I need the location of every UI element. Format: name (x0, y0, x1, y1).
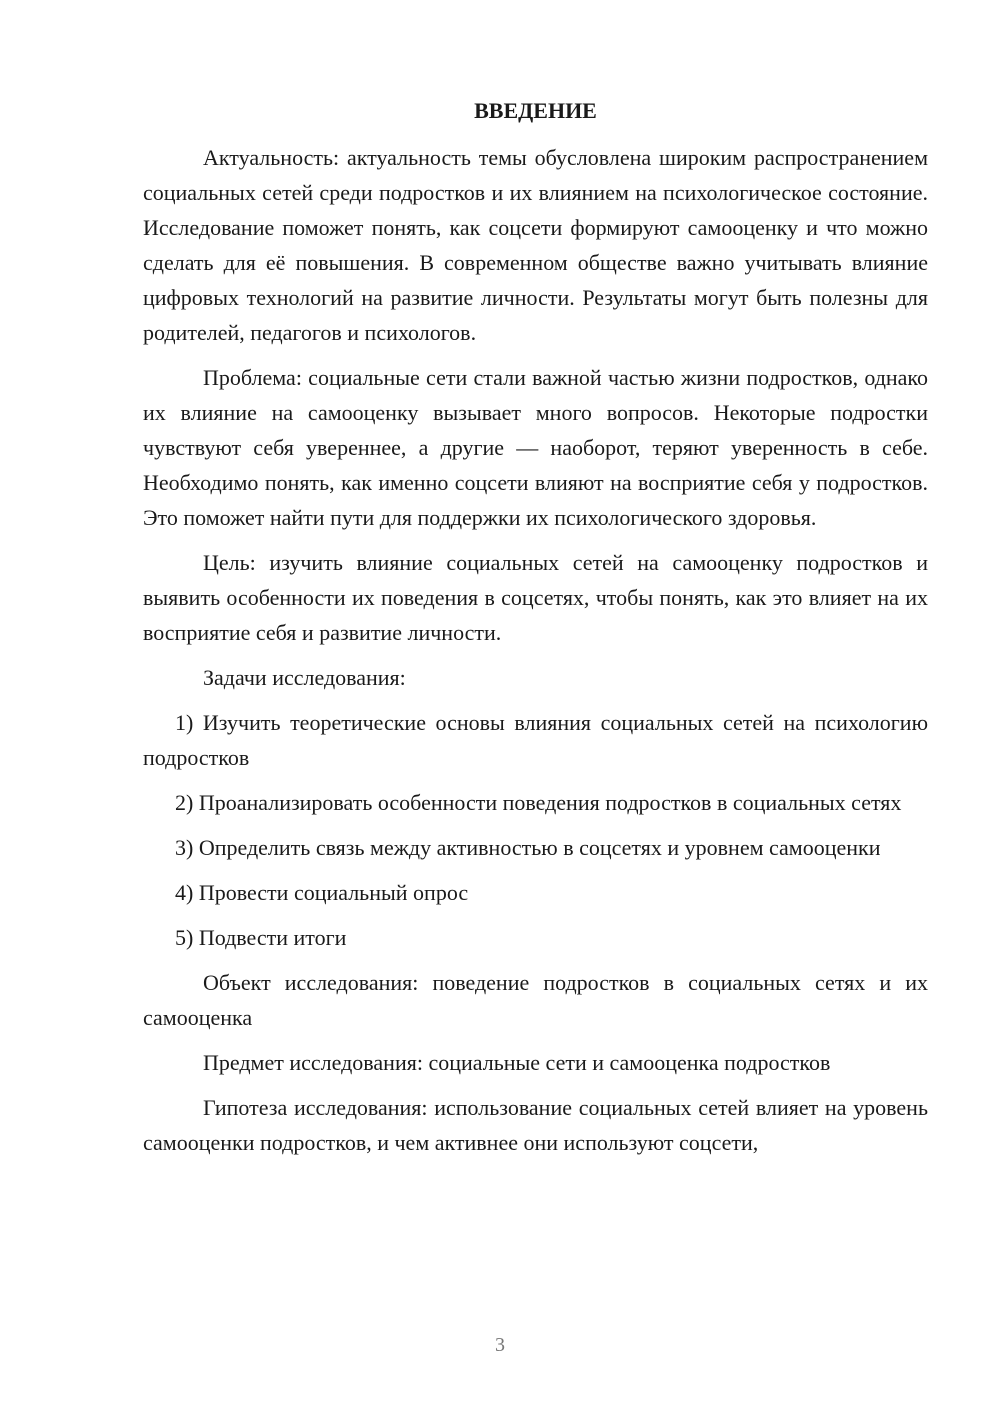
task-item-1: 1) Изучить теоретические основы влияния социальных сетей на психологию подростков (143, 710, 928, 770)
problem-paragraph: Проблема: социальные сети стали важной частью жизни подростков, однако их влияние на самооценку вызывает много вопросов. Некоторые подростки чувствуют себя увереннее, а другие — наоборот, теряют уверенность в себе. Необходимо понять, как именно соцсети влияют на восприятие себя у подростков. Это поможет найти пути для поддержки их психологического здоровья. (143, 365, 928, 530)
document-page (143, 96, 928, 1170)
task-item-2: 2) Проанализировать особенности поведения подростков в социальных сетях (175, 790, 902, 815)
goal-paragraph: Цель: изучить влияние социальных сетей на самооценку подростков и выявить особенности их поведения в соцсетях, чтобы понять, как это влияет на их восприятие себя и развитие личности. (143, 550, 928, 645)
object-paragraph: Объект исследования: поведение подростков в социальных сетях и их самооценка (143, 970, 928, 1030)
section-title: ВВЕДЕНИЕ (474, 98, 597, 123)
relevance-paragraph: Актуальность: актуальность темы обусловлена широким распространением социальных сетей среди подростков и их влиянием на психологическое состояние. Исследование поможет понять, как соцсети формируют самооценку и что можно сделать для её повышения. В современном обществе важно учитывать влияние цифровых технологий на развитие личности. Результаты могут быть полезны для родителей, педагогов и психологов. (143, 145, 928, 345)
task-item-4: 4) Провести социальный опрос (175, 880, 469, 905)
hypothesis-paragraph: Гипотеза исследования: использование социальных сетей влияет на уровень самооценки подростков, и чем активнее они используют соцсети, (143, 1095, 928, 1155)
subject-paragraph: Предмет исследования: социальные сети и самооценка подростков (203, 1050, 831, 1075)
task-item-3: 3) Определить связь между активностью в соцсетях и уровнем самооценки (175, 835, 881, 860)
tasks-heading: Задачи исследования: (203, 665, 406, 690)
task-item-5: 5) Подвести итоги (175, 925, 347, 950)
page-number: 3 (495, 1334, 505, 1356)
